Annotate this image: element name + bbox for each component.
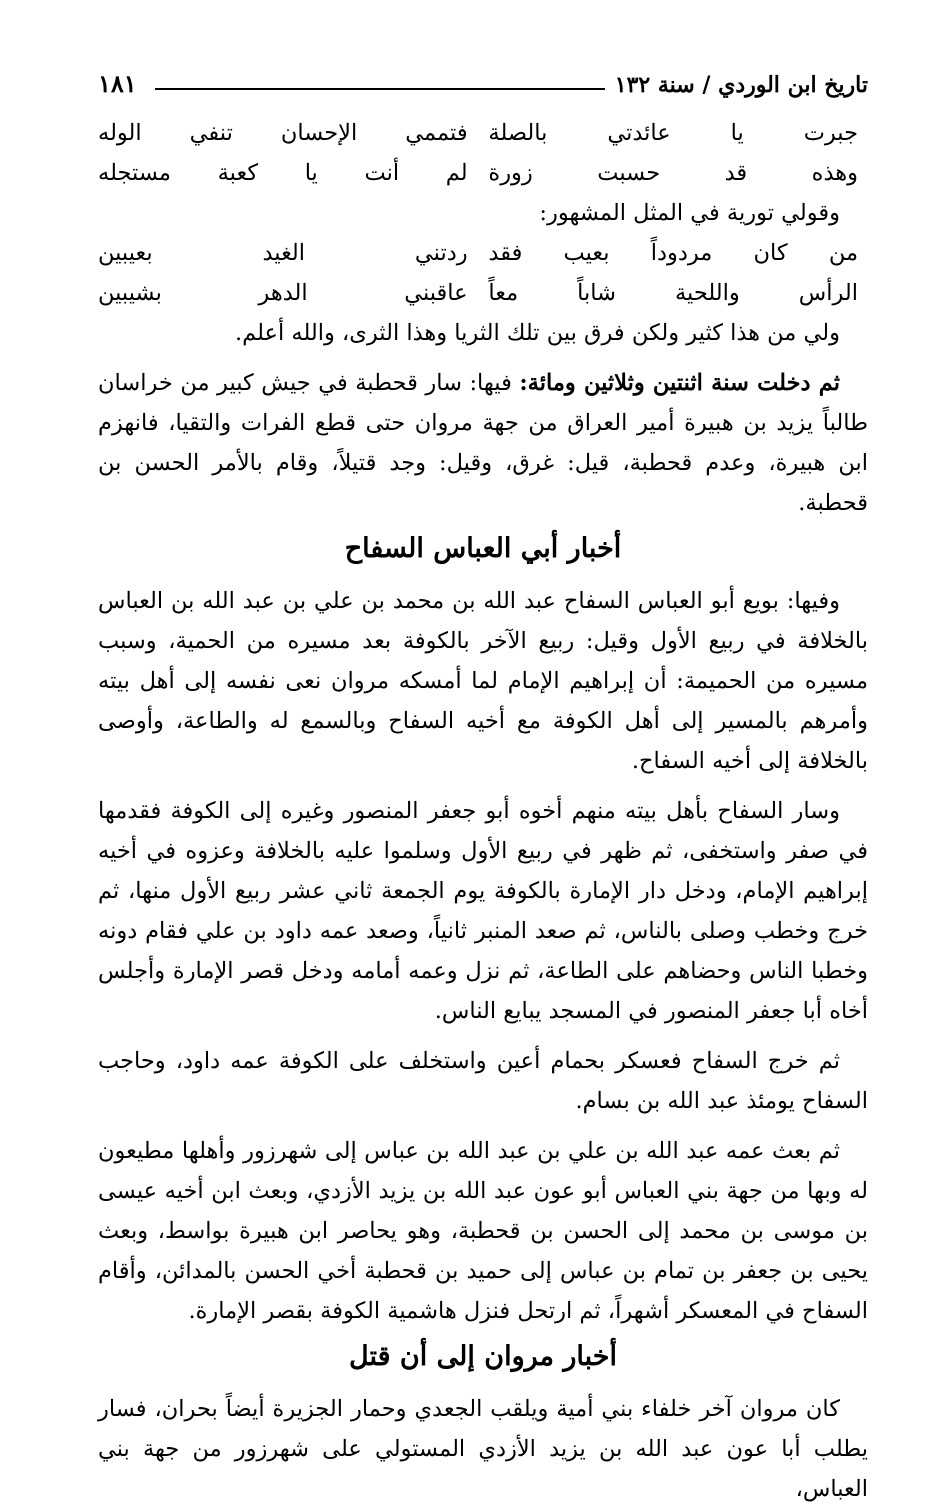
verse-second-hemistich: فتممي الإحسان تنفي الوله bbox=[98, 120, 468, 146]
verse-first-hemistich: وهذه قد حسبت زورة bbox=[488, 160, 858, 186]
paragraph: وفيها: بويع أبو العباس السفاح عبد الله بن محمد بن علي بن عبد الله بن العباس بالخلافة في ربيع الأول وقيل: ربيع الآخر بالكوفة بعد مسيره من الحمية، وسبب مسيره من الحميمة: أن إبراهيم الإمام لما أمسكه مروان نعى نفسه إلى أهل بيته وأمرهم بالمسير إلى أهل الكوفة مع أخيه السفاح وبالسمع له والطاعة، وأوصى بالخلافة إلى أخيه السفاح. bbox=[98, 588, 868, 774]
running-title: تاريخ ابن الوردي / سنة ١٣٢ bbox=[614, 72, 868, 98]
paragraph: وسار السفاح بأهل بيته منهم أخوه أبو جعفر المنصور وغيره إلى الكوفة فقدمها في صفر واستخفى، ثم ظهر في ربيع الأول وسلموا عليه بالخلافة وعزوه في أخيه إبراهيم الإمام، ودخل دار الإمارة بالكوفة يوم الجمعة ثاني عشر ربيع الأول منها، ثم خرج وخطب وصلى بالناس، ثم صعد المنبر ثانياً، وصعد عمه داود بن علي فقام دونه وخطبا الناس وحضاهم على الطاعة، ثم نزل وعمه أمامه ودخل قصر الإمارة وأجلس أخاه أبا جعفر المنصور في المسجد يبايع الناس. bbox=[98, 798, 868, 1024]
paragraph: ثم خرج السفاح فعسكر بحمام أعين واستخلف على الكوفة عمه داود، وحاجب السفاح يومئذ عبد الله بن بسام. bbox=[98, 1048, 868, 1114]
closing-line: ولي من هذا كثير ولكن فرق بين تلك الثريا وهذا الثرى، والله أعلم. bbox=[234, 320, 840, 346]
verse-first-hemistich: جبرت يا عائدتي بالصلة bbox=[488, 120, 858, 146]
verse-intro: وقولي تورية في المثل المشهور: bbox=[539, 200, 840, 226]
header-rule bbox=[155, 88, 605, 90]
verse-line bbox=[98, 233, 868, 273]
year-entry-lead: ثم دخلت سنة اثنتين وثلاثين ومائة: bbox=[519, 370, 840, 396]
paragraph: ثم بعث عمه عبد الله بن علي بن عبد الله بن عباس إلى شهرزور وأهلها مطيعون له وبها من جهة بني العباس أبو عون عبد الله بن يزيد الأزدي، وبعث ابن أخيه عيسى بن موسى بن محمد إلى الحسن بن قحطبة، وهو يحاصر ابن هبيرة بواسط، وبعث يحيى بن جعفر بن تمام بن عباس إلى حميد بن قحطبة أخي الحسن بالمدائن، وأقام السفاح في المعسكر أشهراً، ثم ارتحل فنزل هاشمية الكوفة بقصر الإمارة. bbox=[98, 1138, 868, 1324]
verse-second-hemistich: لم أنت يا كعبة مستجله bbox=[98, 160, 468, 186]
paragraph: كان مروان آخر خلفاء بني أمية ويلقب الجعدي وحمار الجزيرة أيضاً بحران، فسار يطلب أبا عون عبد الله بن يزيد الأزدي المستولي على شهرزور من جهة بني العباس، bbox=[98, 1396, 868, 1502]
year-entry-text: فيها: سار قحطبة في جيش كبير من خراسان طالباً يزيد بن هبيرة أمير العراق من جهة مروان حتى قطع الفرات والتقيا، فانهزم ابن هبيرة، وعدم قحطبة، قيل: غرق، وقيل: وجد قتيلاً، وقام بالأمر الحسن بن قحطبة. bbox=[98, 370, 868, 516]
running-header bbox=[98, 58, 868, 98]
page-number: ١٨١ bbox=[98, 69, 137, 98]
page-body bbox=[98, 113, 868, 1509]
verse-second-hemistich: ردتني الغيد بعيبين bbox=[98, 240, 468, 266]
verse-line bbox=[98, 273, 868, 313]
verse-line bbox=[98, 113, 868, 153]
section-title: أخبار أبي العباس السفاح bbox=[344, 533, 622, 564]
year-entry bbox=[98, 363, 868, 523]
verse-first-hemistich: الرأس واللحية شاباً معاً bbox=[488, 280, 858, 306]
verse-second-hemistich: عاقبني الدهر بشيبين bbox=[98, 280, 468, 306]
section-title: أخبار مروان إلى أن قتل bbox=[349, 1341, 617, 1372]
verse-line bbox=[98, 153, 868, 193]
verse-first-hemistich: من كان مردوداً بعيب فقد bbox=[488, 240, 858, 266]
